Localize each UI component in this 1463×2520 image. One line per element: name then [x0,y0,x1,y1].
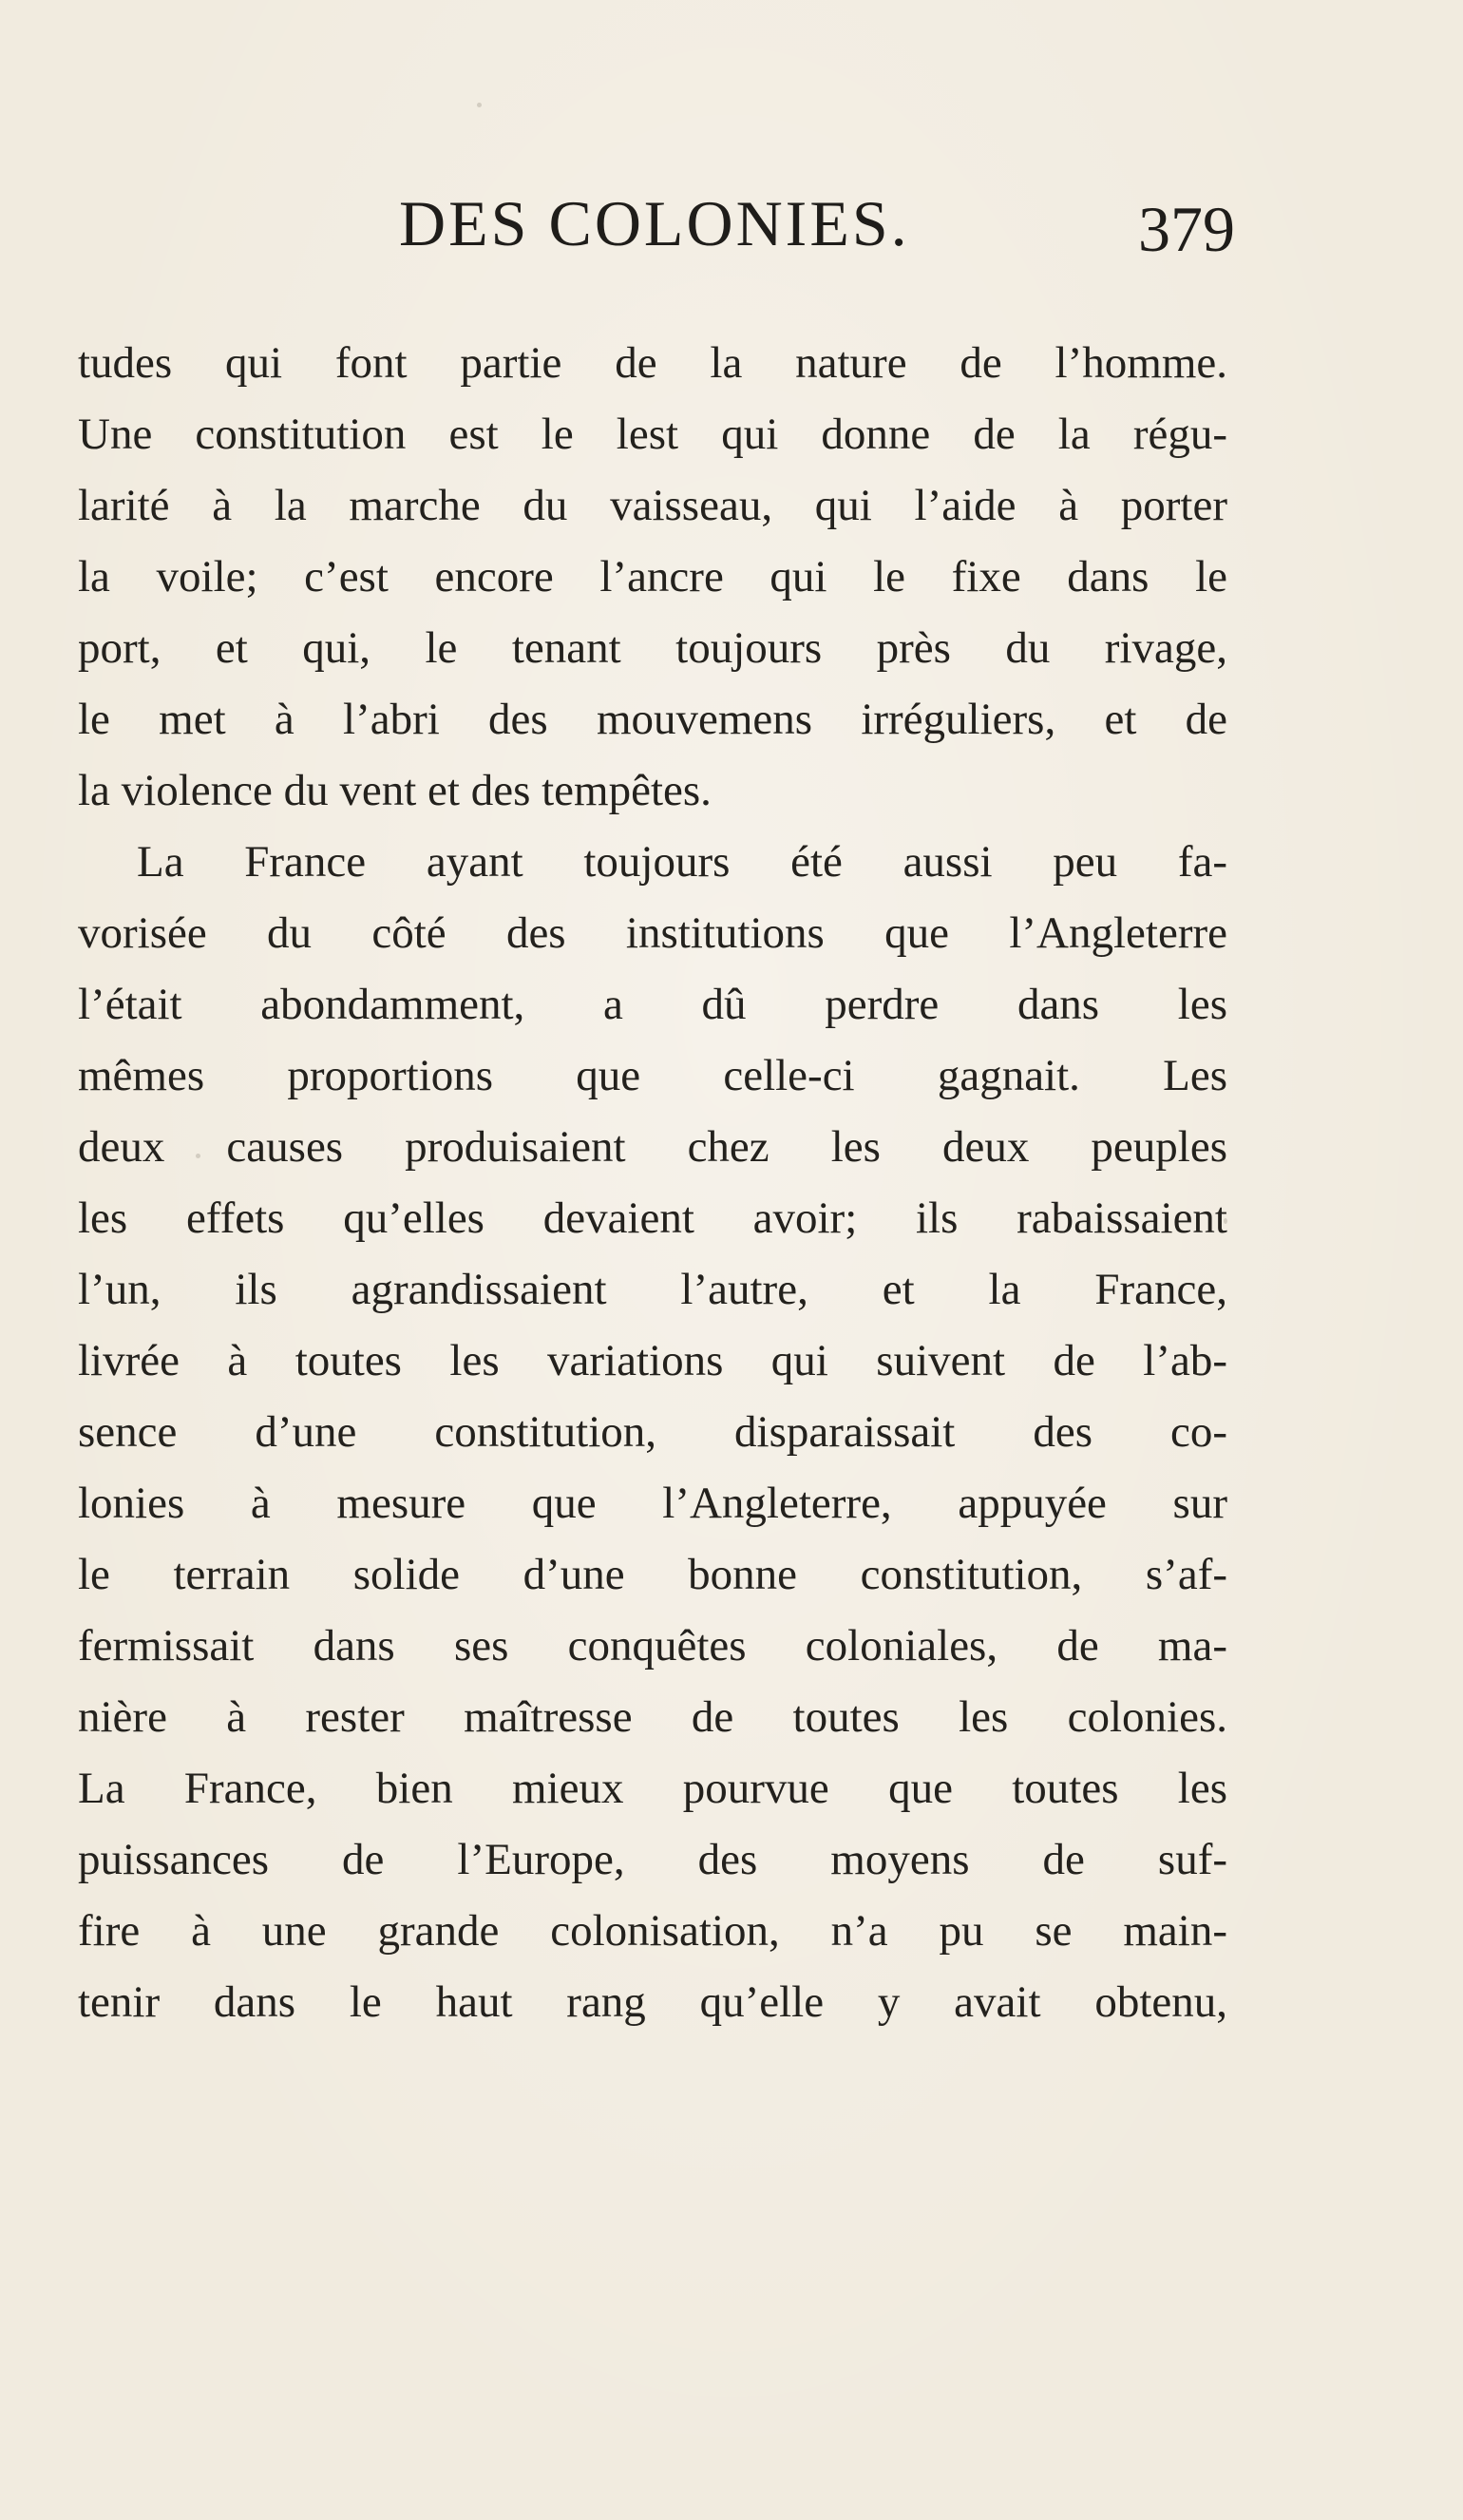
text-line: nière à rester maîtresse de toutes les colonies. [78,1692,1227,1742]
text-line: tudes qui font partie de la nature de l’homme. [78,338,1227,388]
text-line: La France ayant toujours été aussi peu fa- [137,837,1227,887]
text-line: larité à la marche du vaisseau, qui l’aide à porter [78,481,1227,530]
text-line: la voile; c’est encore l’ancre qui le fixe dans le [78,552,1227,601]
text-line: la violence du vent et des tempêtes. [78,766,712,815]
page-header [0,181,1463,266]
text-line: livrée à toutes les variations qui suivent de l’ab- [78,1336,1227,1385]
paper-speck [1224,1218,1227,1224]
text-line: port, et qui, le tenant toujours près du rivage, [78,623,1227,673]
paper-speck [196,1154,200,1158]
text-line: deux causes produisaient chez les deux peuples [78,1122,1227,1172]
text-line: le terrain solide d’une bonne constitution, s’af- [78,1550,1227,1599]
text-line: Une constitution est le lest qui donne de la régu- [78,410,1227,459]
text-line: vorisée du côté des institutions que l’Angleterre [78,908,1227,958]
text-line: lonies à mesure que l’Angleterre, appuyée sur [78,1479,1227,1528]
text-line: La France, bien mieux pourvue que toutes les [78,1764,1227,1813]
text-line: fermissait dans ses conquêtes coloniales, de ma- [78,1621,1227,1670]
body-text [78,328,1227,2038]
page-number: 379 [1138,193,1235,265]
text-line: mêmes proportions que celle-ci gagnait. Les [78,1051,1227,1100]
text-line: les effets qu’elles devaient avoir; ils rabaissaient [78,1193,1227,1243]
running-title: DES COLONIES. [399,187,910,259]
text-line: puissances de l’Europe, des moyens de suf- [78,1835,1227,1884]
text-line: sence d’une constitution, disparaissait des co- [78,1407,1227,1457]
text-line: tenir dans le haut rang qu’elle y avait obtenu, [78,1977,1227,2027]
paper-speck [477,103,482,107]
text-line: l’un, ils agrandissaient l’autre, et la France, [78,1265,1227,1314]
text-line: l’était abondamment, a dû perdre dans les [78,980,1227,1029]
text-line: fire à une grande colonisation, n’a pu se main- [78,1906,1227,1956]
text-line: le met à l’abri des mouvemens irréguliers, et de [78,695,1227,744]
